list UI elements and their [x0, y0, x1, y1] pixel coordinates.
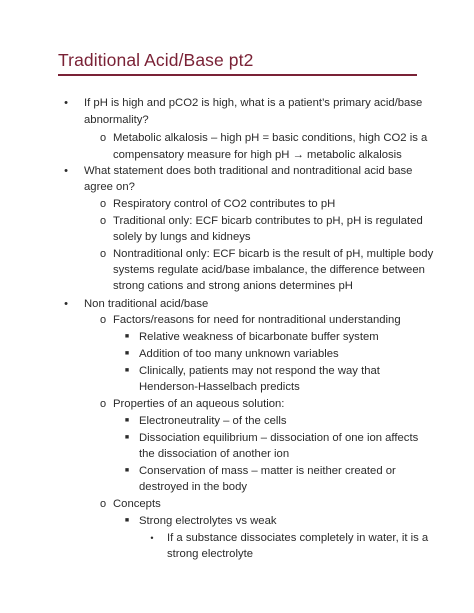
list-item-text: Properties of an aqueous solution: — [113, 398, 285, 410]
list-item-text: Traditional only: ECF bicarb contributes to pH, pH is regulated — [113, 215, 423, 227]
list-item-text: Strong electrolytes vs weak — [139, 515, 277, 527]
list-item-text: Clinically, patients may not respond the way that — [139, 365, 380, 377]
sub-bullet-marker: o — [99, 198, 107, 210]
square-bullet-marker: ■ — [124, 417, 130, 424]
list-item-text: If a substance dissociates completely in water, it is a — [167, 532, 429, 544]
square-bullet-marker: ■ — [124, 434, 130, 441]
list-item-text: Electroneutrality – of the cells — [139, 415, 287, 427]
sub-bullet-marker: o — [99, 215, 107, 227]
square-bullet-marker: ■ — [124, 367, 130, 374]
list-item-text: Nontraditional only: ECF bicarb is the result of pH, multiple body — [113, 248, 434, 260]
sub-bullet-marker: o — [99, 314, 107, 326]
sub-bullet-marker: o — [99, 248, 107, 260]
list-item-text: Metabolic alkalosis – high pH = basic conditions, high CO2 is a — [113, 132, 428, 144]
list-item-text: Concepts — [113, 498, 161, 510]
square-bullet-marker: ■ — [124, 467, 130, 474]
list-item-text: If pH is high and pCO2 is high, what is a patient’s primary acid/base — [84, 97, 423, 109]
sub-bullet-marker: o — [99, 398, 107, 410]
list-item-text: strong cations and strong anions determines pH — [113, 280, 353, 292]
list-item-text: systems regulate acid/base imbalance, the difference between — [113, 264, 425, 276]
list-item-text: Non traditional acid/base — [84, 298, 209, 310]
list-item-text: Dissociation equilibrium – dissociation of one ion affects — [139, 432, 419, 444]
list-item-text: Henderson-Hasselbach predicts — [139, 381, 300, 393]
page-title: Traditional Acid/Base pt2 — [58, 50, 254, 70]
list-item-text: strong electrolyte — [167, 548, 254, 560]
list-item-text: Relative weakness of bicarbonate buffer system — [139, 331, 379, 343]
bullet-marker: • — [64, 165, 68, 177]
list-item-text: Factors/reasons for need for nontraditional understanding — [113, 314, 401, 326]
square-bullet-marker: ■ — [124, 333, 130, 340]
bullet-marker: • — [64, 97, 68, 109]
title-underline — [58, 74, 417, 76]
list-item-text: compensatory measure for high pH → metabolic alkalosis — [113, 149, 402, 161]
square-bullet-marker: ■ — [124, 517, 130, 524]
list-item-text: Addition of too many unknown variables — [139, 348, 339, 360]
sub-bullet-marker: o — [99, 132, 107, 144]
list-item-text: Conservation of mass – matter is neither created or — [139, 465, 396, 477]
list-item-text: the dissociation of another ion — [139, 448, 290, 460]
list-item-text: Respiratory control of CO2 contributes to pH — [113, 198, 336, 210]
list-item-text: solely by lungs and kidneys — [113, 231, 251, 243]
bullet-marker: • — [64, 298, 68, 310]
list-item-text: destroyed in the body — [139, 481, 248, 493]
list-item-text: agree on? — [84, 181, 135, 193]
bullet-marker: • — [150, 533, 154, 543]
sub-bullet-marker: o — [99, 498, 107, 510]
list-item-text: abnormality? — [84, 114, 149, 126]
square-bullet-marker: ■ — [124, 350, 130, 357]
list-item-text: What statement does both traditional and nontraditional acid base — [84, 165, 413, 177]
